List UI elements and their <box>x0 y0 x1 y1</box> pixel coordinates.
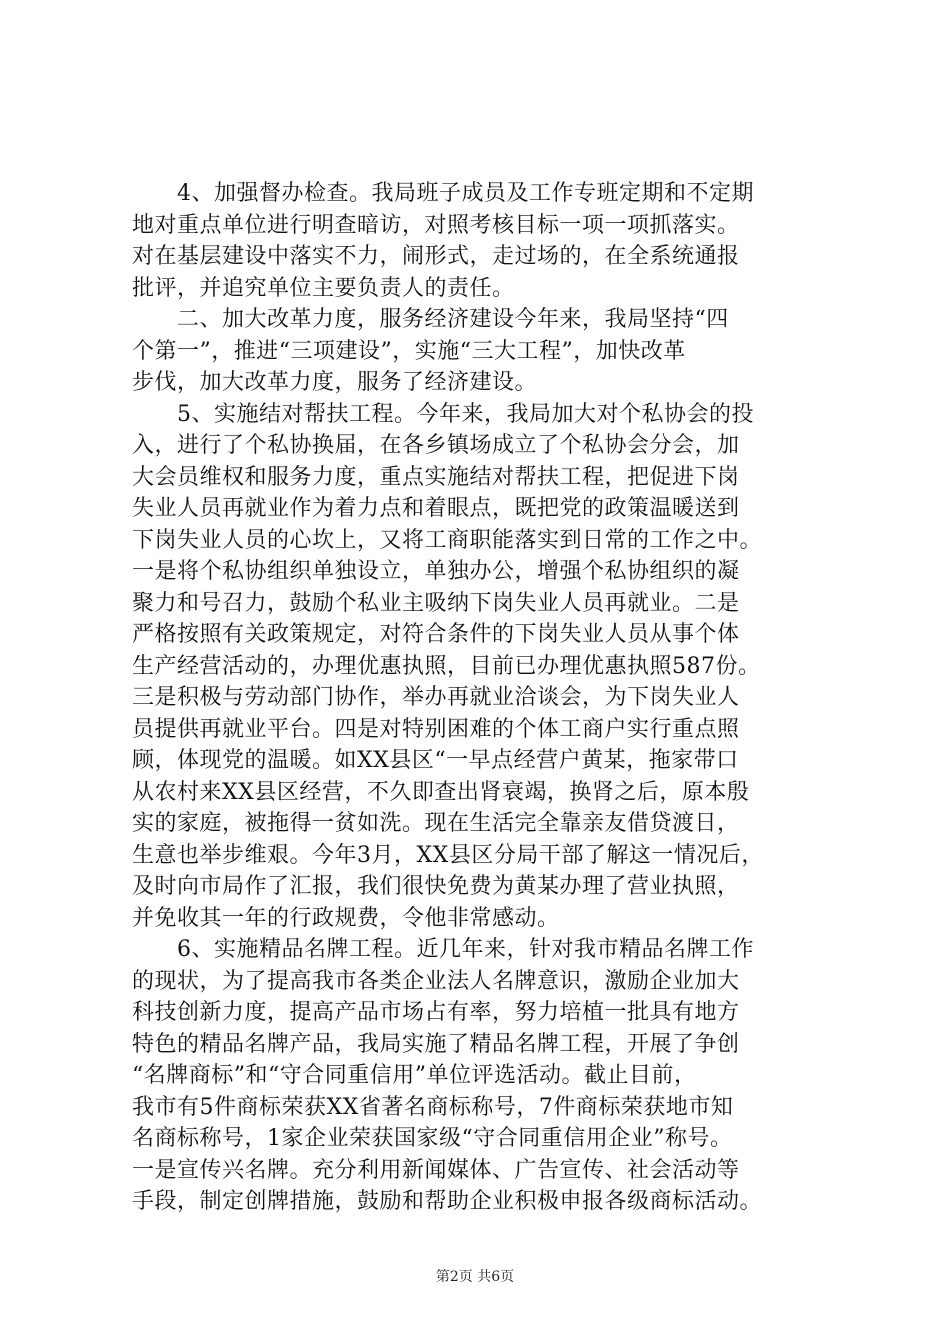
text-line: 科技创新力度，提高产品市场占有率，努力培植一批具有地方 <box>132 1000 740 1025</box>
text-line: 并免收其一年的行政规费，令他非常感动。 <box>132 905 560 931</box>
text-line: 一是将个私协组织单独设立，单独办公，增强个私协组织的凝 <box>132 559 740 584</box>
text-line: 严格按照有关政策规定，对符合条件的下岗失业人员从事个体 <box>132 622 740 647</box>
text-line: 大会员维权和服务力度，重点实施结对帮扶工程，把促进下岗 <box>132 464 740 490</box>
text-line: “名牌商标”和“守合同重信用”单位评选活动。截止目前， <box>132 1063 697 1088</box>
text-line: 对在基层建设中落实不力，闹形式，走过场的，在全系统通报 <box>132 244 740 269</box>
text-line: 三是积极与劳动部门协作，举办再就业洽谈会，为下岗失业人 <box>132 685 740 710</box>
text-line: 员提供再就业平台。四是对特别困难的个体工商户实行重点照 <box>132 716 740 742</box>
text-line: 及时向市局作了汇报，我们很快免费为黄某办理了营业执照， <box>132 874 740 899</box>
text-line: 批评，并追究单位主要负责人的责任。 <box>132 275 515 301</box>
text-line: 聚力和号召力，鼓励个私业主吸纳下岗失业人员再就业。二是 <box>132 590 740 616</box>
text-line: 二、加大改革力度，服务经济建设今年来，我局坚持“四 <box>132 307 729 332</box>
text-line: 步伐，加大改革力度，服务了经济建设。 <box>132 370 538 395</box>
text-line: 入，进行了个私协换届，在各乡镇场成立了个私协会分会，加 <box>132 433 740 458</box>
text-line: 6、实施精品名牌工程。近几年来，针对我市精品名牌工作 <box>132 937 754 962</box>
text-line: 名商标称号，1家企业荣获国家级“守合同重信用企业”称号。 <box>132 1126 733 1151</box>
text-line: 失业人员再就业作为着力点和着眼点，既把党的政策温暖送到 <box>132 496 740 521</box>
text-line: 生意也举步维艰。今年3月，XX县区分局干部了解这一情况后， <box>132 842 764 868</box>
text-line: 特色的精品名牌产品，我局实施了精品名牌工程，开展了争创 <box>132 1031 740 1057</box>
text-line: 手段，制定创牌措施，鼓励和帮助企业积极申报各级商标活动。 <box>132 1189 763 1214</box>
text-line: 的现状，为了提高我市各类企业法人名牌意识，激励企业加大 <box>132 968 740 994</box>
text-line: 5、实施结对帮扶工程。今年来，我局加大对个私协会的投 <box>132 401 754 427</box>
text-line: 4、加强督办检查。我局班子成员及工作专班定期和不定期 <box>132 181 754 206</box>
text-line: 生产经营活动的，办理优惠执照，目前已办理优惠执照587份。 <box>132 653 761 679</box>
text-line: 我市有5件商标荣获XX省著名商标称号，7件商标荣获地市知 <box>132 1094 734 1120</box>
body-text <box>132 178 822 1218</box>
text-line: 下岗失业人员的心坎上，又将工商职能落实到日常的工作之中。 <box>132 527 763 553</box>
text-line: 实的家庭，被拖得一贫如洗。现在生活完全靠亲友借贷渡日， <box>132 811 740 836</box>
text-line: 个第一”，推进“三项建设”，实施“三大工程”，加快改革 <box>132 338 686 364</box>
text-line: 从农村来XX县区经营，不久即查出肾衰竭，换肾之后，原本殷 <box>132 779 750 805</box>
page-footer: 第2页 共6页 <box>435 1269 515 1285</box>
text-line: 顾，体现党的温暖。如XX县区“一早点经营户黄某，拖家带口 <box>132 748 739 773</box>
text-line: 一是宣传兴名牌。充分利用新闻媒体、广告宣传、社会活动等 <box>132 1157 740 1183</box>
text-line: 地对重点单位进行明查暗访，对照考核目标一项一项抓落实。 <box>132 212 740 238</box>
